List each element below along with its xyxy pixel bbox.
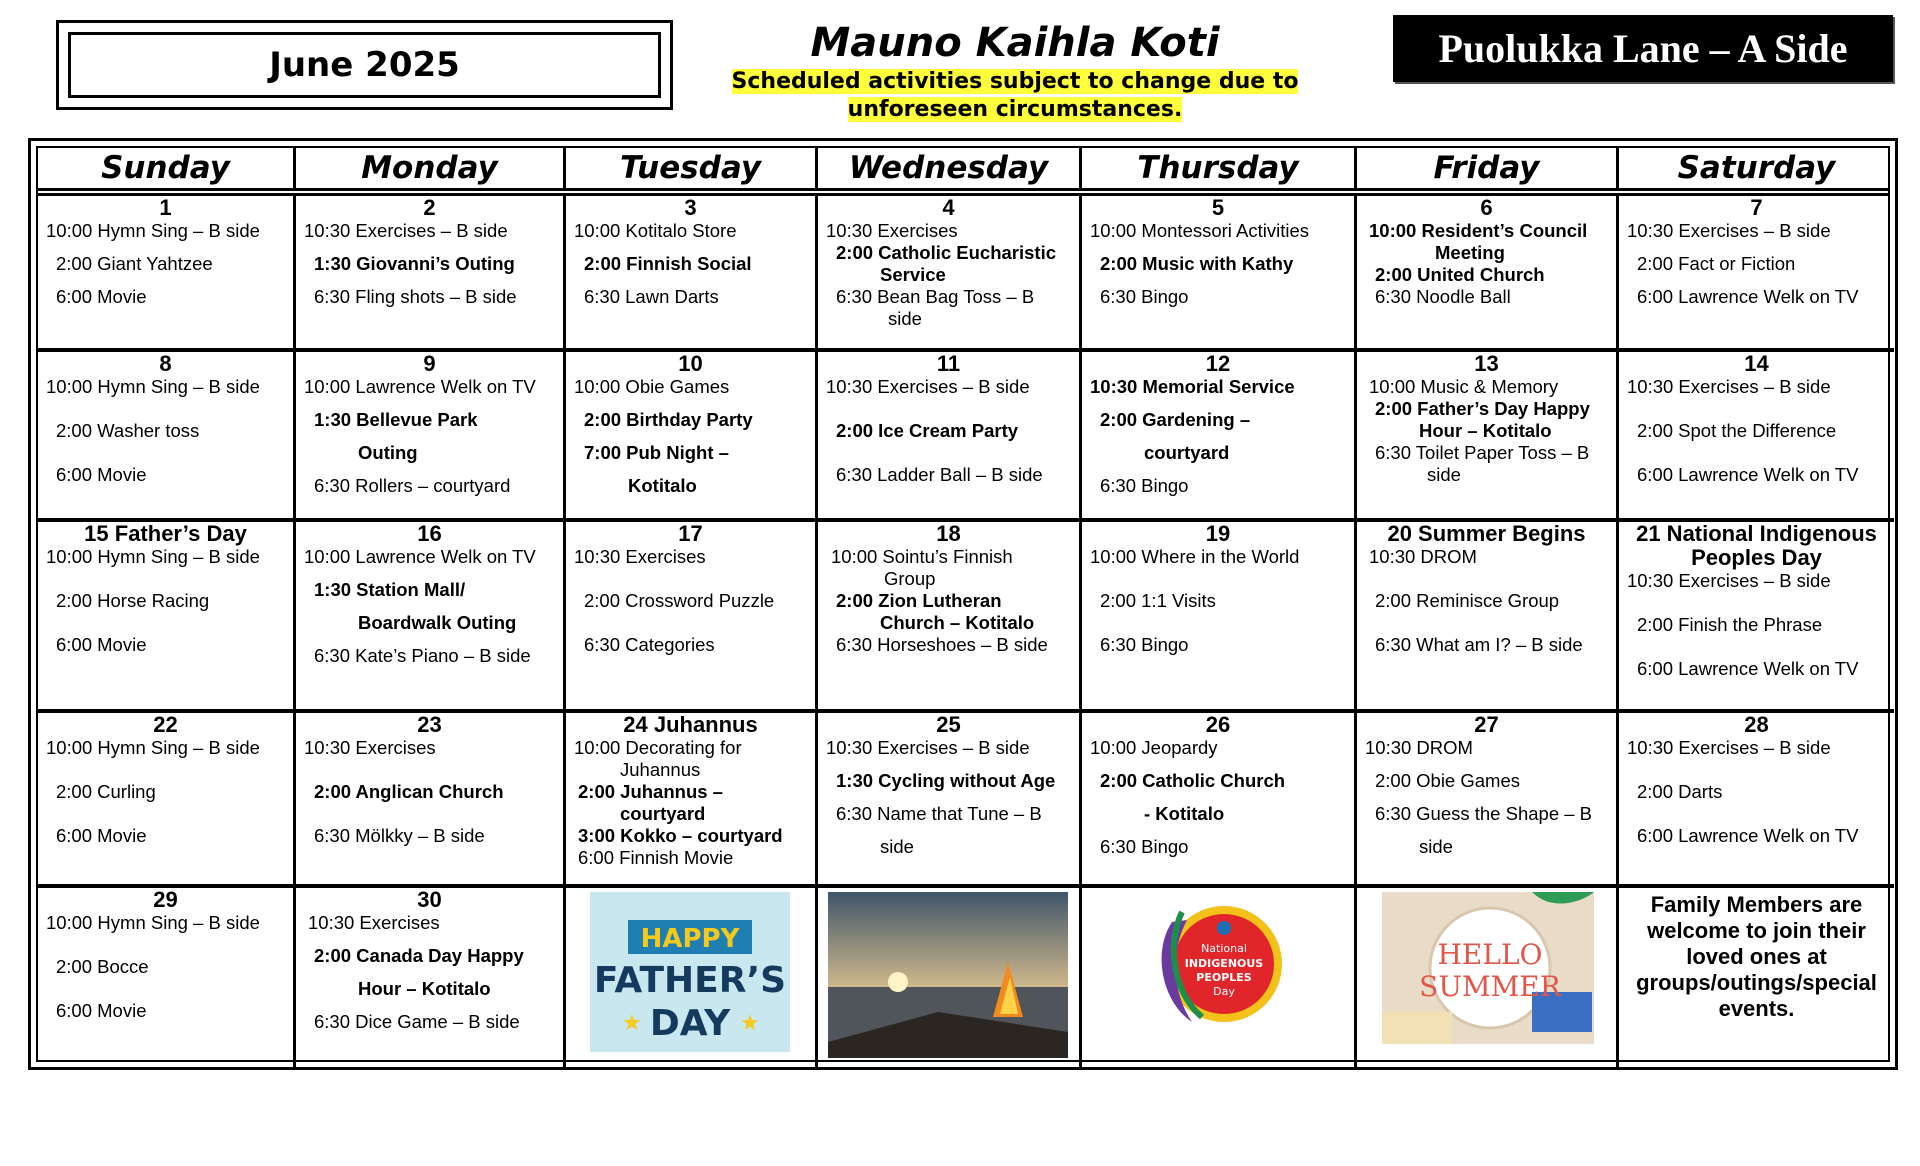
event: 10:00 Decorating for [574,737,742,758]
event: 6:30 Kate’s Piano – B side [314,645,531,666]
event-continued: side [1427,464,1461,485]
day-cell-30 [296,888,566,1067]
event: 7:00 Pub Night – [584,442,729,463]
hello-summer-image [1382,892,1594,1044]
day-cell-21 [1619,522,1894,713]
event: 1:30 Giovanni’s Outing [314,253,515,274]
day-cell-23 [296,713,566,888]
day-cell-26 [1082,713,1357,888]
event: 6:30 Mölkky – B side [314,825,485,846]
month-title: June 2025 [68,32,661,98]
event: 10:00 Hymn Sing – B side [46,546,260,567]
event: 6:30 Categories [584,634,715,655]
day-cell-14 [1619,352,1894,522]
event: 2:00 Birthday Party [584,409,753,430]
event: 6:30 Horseshoes – B side [836,634,1048,655]
bonfire-cell [818,888,1082,1067]
fathers-day-text-3: DAY [649,1003,731,1044]
day-cell-28 [1619,713,1894,888]
day-cell-16 [296,522,566,713]
event: 6:30 Rollers – courtyard [314,475,511,496]
event: 6:00 Movie [56,825,147,846]
day-number: 29 [153,888,178,912]
event: 10:30 Exercises [308,912,440,933]
header-friday: Friday [1357,148,1619,188]
event: 10:00 Jeopardy [1090,737,1218,758]
day-cell-12 [1082,352,1357,522]
family-note-cell [1619,888,1894,1067]
event: 6:00 Lawrence Welk on TV [1637,825,1859,846]
day-number: 8 [159,352,172,376]
day-number: 2 [423,196,436,220]
day-cell-29 [38,888,296,1067]
event: 2:00 Father’s Day Happy [1375,398,1590,419]
fathers-day-text-1: HAPPY [640,924,740,954]
day-number: 5 [1211,196,1225,220]
event: 6:30 Bean Bag Toss – B [836,286,1035,307]
indigenous-text-4: Day [1213,985,1235,998]
day-cell-27 [1357,713,1619,888]
day-cell-17 [566,522,818,713]
event: 2:00 Curling [56,781,156,802]
header-saturday: Saturday [1677,150,1836,186]
event-continued: courtyard [620,803,706,824]
event-continued: Hour – Kotitalo [358,978,491,999]
day-number: 18 [936,522,961,546]
day-cell-4 [818,196,1082,352]
event: 2:00 Juhannus – [578,781,723,802]
day-cell-11 [818,352,1082,522]
day-number: 28 [1744,713,1769,737]
event-continued: courtyard [1144,442,1230,463]
header-sunday: Sunday [38,148,296,188]
event: 2:00 United Church [1375,264,1545,285]
day-number-continued: Peoples Day [1691,545,1822,570]
event: 10:00 Hymn Sing – B side [46,912,260,933]
indigenous-text-1: National [1201,942,1247,955]
event: 6:30 Lawn Darts [584,286,719,307]
day-cell-1 [38,196,296,352]
event-continued: Kotitalo [628,475,697,496]
day-number: 25 [936,713,961,737]
event-continued: side [888,308,922,329]
event: 6:00 Movie [56,286,147,307]
family-note: Family Members are welcome to join their loved ones at groups/outings/special events. [1636,892,1877,1021]
event: 6:30 Bingo [1100,836,1189,857]
day-number: 13 [1474,352,1499,376]
event-continued: Church – Kotitalo [880,612,1035,633]
day-number: 30 [417,888,442,912]
day-number: 24 Juhannus [623,713,758,737]
header-monday: Monday [296,148,566,188]
event: 10:00 Sointu’s Finnish [831,546,1013,567]
event: 2:00 Finish the Phrase [1637,614,1823,635]
day-number: 10 [678,352,703,376]
event: 1:30 Bellevue Park [314,409,478,430]
day-number: 19 [1205,522,1231,546]
event: 6:30 Name that Tune – B [836,803,1042,824]
event: 6:00 Lawrence Welk on TV [1637,658,1859,679]
day-number: 17 [678,522,703,546]
event-continued: side [880,836,914,857]
summer-text-2: SUMMER [1419,970,1561,1003]
star-icon: ★ [740,1010,760,1035]
event-continued: Juhannus [620,759,701,780]
event: 10:00 Where in the World [1090,546,1300,567]
event: 2:00 Horse Racing [56,590,210,611]
day-number: 9 [423,352,436,376]
event-continued: Service [880,264,946,285]
event: 10:30 Exercises [574,546,706,567]
event: 10:00 Montessori Activities [1090,220,1310,241]
event: 2:00 Spot the Difference [1637,420,1837,441]
event: 2:00 1:1 Visits [1100,590,1216,611]
event: 10:00 Hymn Sing – B side [46,220,260,241]
event: 2:00 Anglican Church [314,781,504,802]
event-continued: Boardwalk Outing [358,612,517,633]
event: 6:00 Movie [56,1000,147,1021]
event: 10:30 Memorial Service [1090,376,1295,397]
event: 10:30 Exercises – B side [826,376,1030,397]
event: 6:30 Noodle Ball [1375,286,1511,307]
event: 10:30 DROM [1369,546,1477,567]
event: 2:00 Washer toss [56,420,200,441]
indigenous-day-cell [1082,888,1357,1067]
event: 2:00 Catholic Church [1100,770,1286,791]
calendar-grid [28,138,1898,1070]
day-cell-8 [38,352,296,522]
day-cell-19 [1082,522,1357,713]
event: 10:30 Exercises – B side [1627,220,1831,241]
indigenous-day-logo [1142,892,1292,1032]
notice-line-1: Scheduled activities subject to change due to [731,69,1299,94]
event-continued: Hour – Kotitalo [1419,420,1552,441]
day-number: 23 [417,713,442,737]
summer-cell [1357,888,1619,1067]
header-tuesday: Tuesday [566,148,818,188]
event: 2:00 Fact or Fiction [1637,253,1796,274]
event: 10:30 Exercises [826,220,958,241]
event: 10:30 DROM [1365,737,1473,758]
day-cell-3 [566,196,818,352]
day-number: 14 [1744,352,1769,376]
event: 10:30 Exercises – B side [1627,376,1831,397]
event: 6:30 Toilet Paper Toss – B [1375,442,1590,463]
event: 2:00 Gardening – [1100,409,1251,430]
event-continued: Outing [358,442,418,463]
event-continued: - Kotitalo [1144,803,1225,824]
schedule-notice [690,68,1340,124]
day-cell-15 [38,522,296,713]
event: 2:00 Canada Day Happy [314,945,524,966]
event: 10:30 Exercises – B side [304,220,508,241]
summer-text-1: HELLO [1437,938,1543,971]
day-number: 3 [684,196,697,220]
event: 6:30 What am I? – B side [1375,634,1583,655]
day-cell-25 [818,713,1082,888]
event: 10:00 Music & Memory [1369,376,1559,397]
event: 10:30 Exercises – B side [1627,737,1831,758]
day-cell-9 [296,352,566,522]
event: 2:00 Finnish Social [584,253,752,274]
day-cell-22 [38,713,296,888]
event: 2:00 Obie Games [1375,770,1520,791]
day-cell-20 [1357,522,1619,713]
star-icon: ★ [622,1010,642,1035]
fathers-day-text-2: FATHER’S [593,960,787,1001]
notice-line-2: unforeseen circumstances. [847,97,1183,122]
event: 10:00 Hymn Sing – B side [46,376,260,397]
event: 6:00 Lawrence Welk on TV [1637,286,1859,307]
event: 10:00 Kotitalo Store [574,220,737,241]
event: 6:30 Fling shots – B side [314,286,517,307]
event: 10:00 Hymn Sing – B side [46,737,260,758]
event: 2:00 Catholic Eucharistic [836,242,1057,263]
indigenous-text-2: INDIGENOUS [1184,957,1264,970]
day-cell-5 [1082,196,1357,352]
indigenous-text-3: PEOPLES [1196,971,1252,984]
event: 2:00 Ice Cream Party [836,420,1019,441]
day-cell-13 [1357,352,1619,522]
event: 10:00 Lawrence Welk on TV [304,546,536,567]
event: 2:00 Crossword Puzzle [584,590,775,611]
day-cell-2 [296,196,566,352]
event: 6:30 Ladder Ball – B side [836,464,1043,485]
event: 6:30 Bingo [1100,634,1189,655]
day-number: 1 [159,196,172,220]
facility-title: Mauno Kaihla Koti [810,20,1220,66]
day-cell-10 [566,352,818,522]
event: 3:00 Kokko – courtyard [578,825,783,846]
event: 6:30 Bingo [1100,286,1189,307]
event: 6:30 Guess the Shape – B [1375,803,1593,824]
event: 6:00 Movie [56,634,147,655]
event: 6:00 Movie [56,464,147,485]
event-continued: Group [884,568,936,589]
header-divider [38,188,1888,196]
event: 10:00 Lawrence Welk on TV [304,376,536,397]
day-number: 4 [942,196,955,220]
calendar-inner [36,146,1890,1062]
day-number: 22 [153,713,178,737]
event: 2:00 Reminisce Group [1375,590,1560,611]
event: 6:00 Finnish Movie [578,847,734,868]
fathers-day-cell [566,888,818,1067]
fathers-day-image [590,892,790,1052]
event-continued: side [1419,836,1453,857]
event: 10:00 Resident’s Council [1369,220,1588,241]
bonfire-photo [828,892,1068,1058]
day-number: 11 [936,352,961,376]
day-number: 16 [417,522,442,546]
day-cell-7 [1619,196,1894,352]
day-number: 7 [1750,196,1763,220]
event-continued: Meeting [1435,242,1505,263]
event: 2:00 Giant Yahtzee [56,253,213,274]
month-frame [56,20,673,110]
day-cell-6 [1357,196,1619,352]
day-number: 12 [1205,352,1231,376]
event: 1:30 Cycling without Age [836,770,1056,791]
event: 1:30 Station Mall/ [314,579,466,600]
day-cell-24 [566,713,818,888]
header-thursday: Thursday [1082,148,1357,188]
event: 10:30 Exercises – B side [1627,570,1831,591]
event: 10:30 Exercises – B side [826,737,1030,758]
event: 2:00 Bocce [56,956,149,977]
event: 10:30 Exercises [304,737,436,758]
day-number: 20 Summer Begins [1387,522,1586,546]
event: 10:00 Obie Games [574,376,730,397]
event: 6:00 Lawrence Welk on TV [1637,464,1859,485]
side-label: Puolukka Lane – A Side [1393,15,1893,82]
day-number: 21 National Indigenous [1636,522,1877,546]
day-cell-18 [818,522,1082,713]
event: 2:00 Music with Kathy [1100,253,1294,274]
day-number: 15 Father’s Day [84,522,247,546]
day-number: 27 [1474,713,1499,737]
event: 2:00 Darts [1637,781,1723,802]
event: 2:00 Zion Lutheran [836,590,1002,611]
header-wednesday: Wednesday [818,148,1082,188]
event: 6:30 Bingo [1100,475,1189,496]
day-number: 26 [1205,713,1231,737]
event: 6:30 Dice Game – B side [314,1011,520,1032]
day-number: 6 [1480,196,1493,220]
